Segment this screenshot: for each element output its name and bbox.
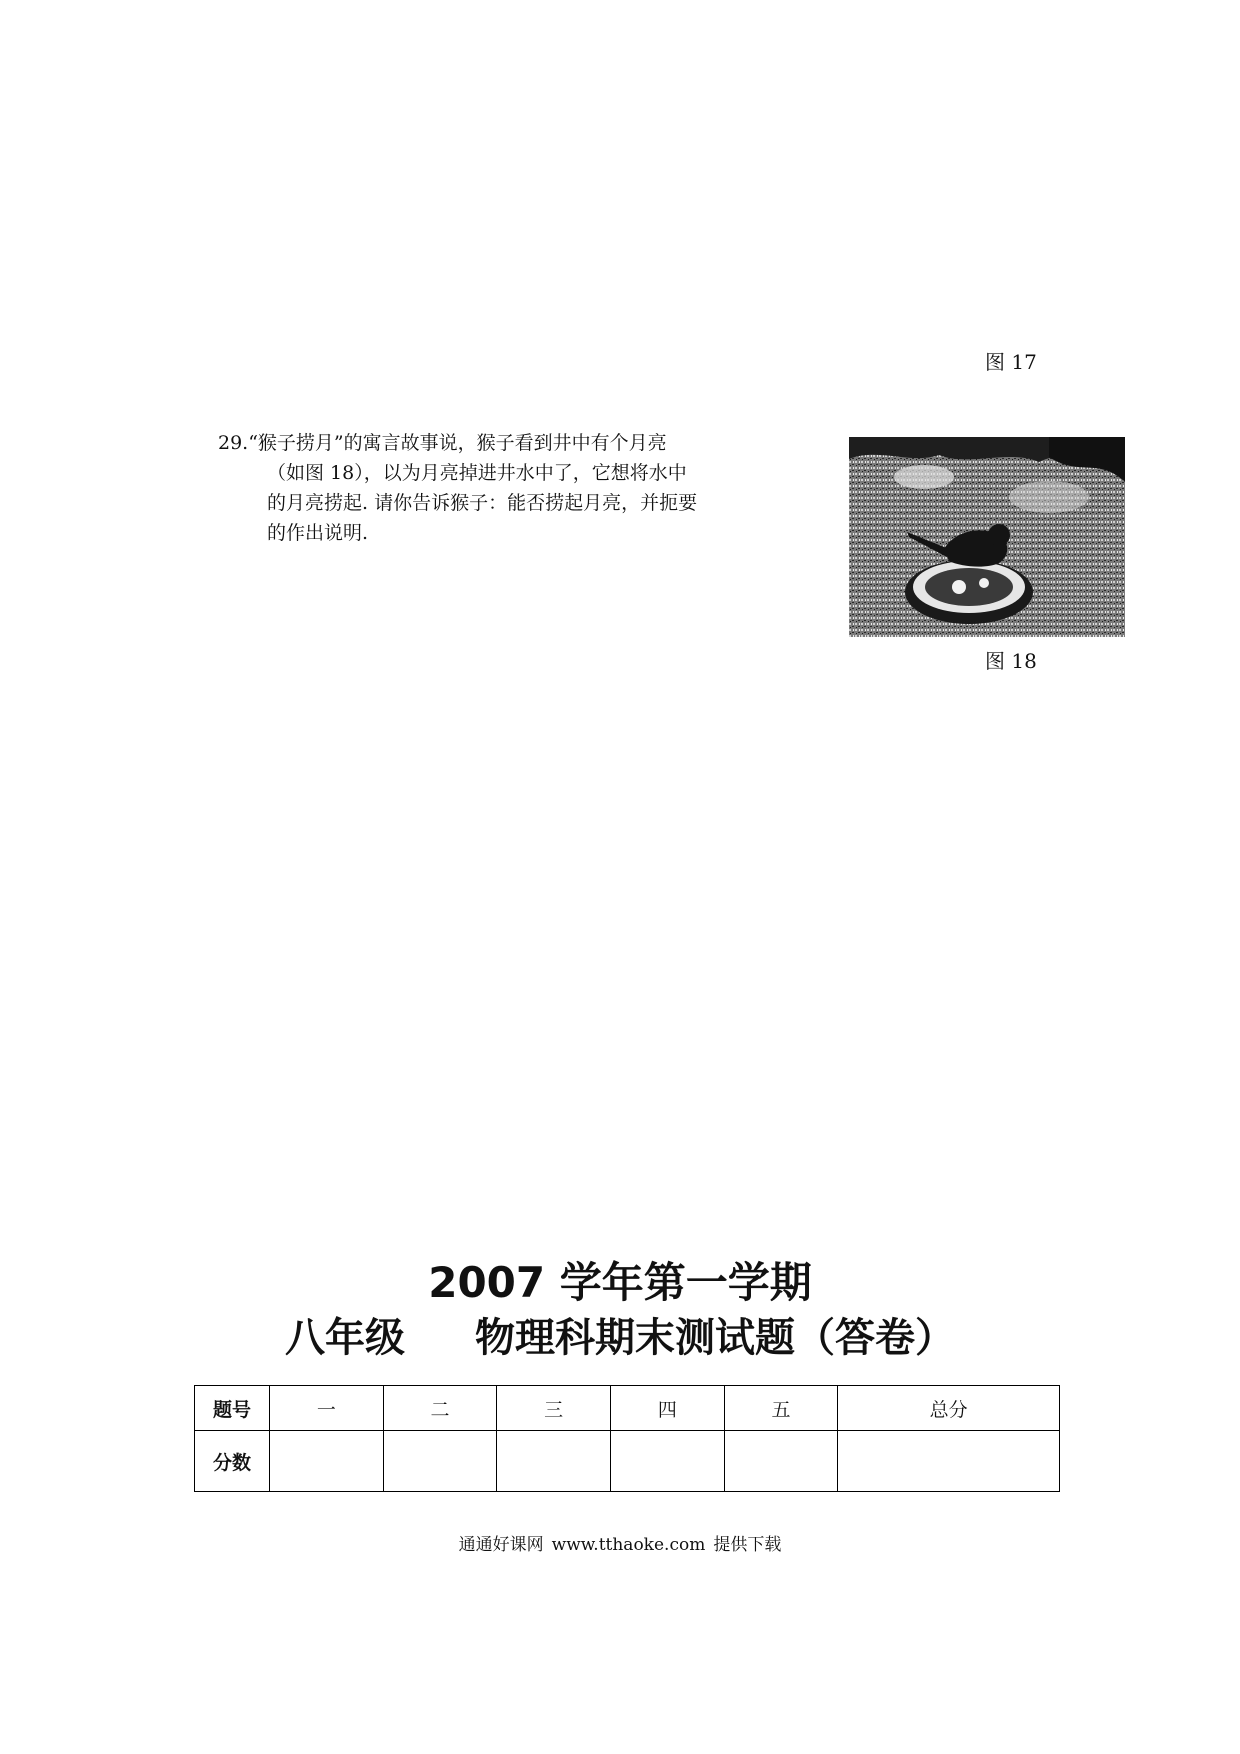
exam-subtitle — [0, 1306, 1240, 1363]
exam-subject-title: 物理科期末测试题（答卷） — [475, 1315, 955, 1361]
figure-18-caption: 图 18 — [985, 649, 1037, 673]
figure-17-caption: 图 17 — [985, 350, 1037, 374]
figure-18-monkey-photo — [849, 437, 1125, 637]
score-cell-total — [838, 1431, 1060, 1492]
score-cell-1 — [270, 1431, 384, 1492]
column-header-3: 三 — [497, 1386, 611, 1431]
column-header-total: 总分 — [838, 1386, 1060, 1431]
column-header-5: 五 — [724, 1386, 838, 1431]
question-29-line-2: （如图 18），以为月亮掉进井水中了，它想将水中 — [267, 462, 687, 484]
question-29-line-4: 的作出说明. — [267, 522, 369, 544]
column-header-4: 四 — [611, 1386, 725, 1431]
question-29 — [218, 428, 778, 548]
score-table-score-row — [195, 1431, 1060, 1492]
footer-website-link[interactable]: www.tthaoke.com — [551, 1535, 706, 1555]
column-header-2: 二 — [383, 1386, 497, 1431]
question-29-line-3: 的月亮捞起. 请你告诉猴子：能否捞起月亮，并扼要 — [267, 492, 698, 514]
column-header-1: 一 — [270, 1386, 384, 1431]
exam-grade: 八年级 — [285, 1315, 405, 1361]
score-table-header-row — [195, 1386, 1060, 1431]
score-table — [194, 1385, 1060, 1492]
score-cell-4 — [611, 1431, 725, 1492]
score-row-label-cell: 分数 — [195, 1431, 270, 1492]
footer-provider: 通通好课网 — [458, 1535, 544, 1555]
score-cell-2 — [383, 1431, 497, 1492]
question-29-line-1: 29.“猴子捞月”的寓言故事说，猴子看到井中有个月亮 — [218, 432, 667, 454]
score-cell-3 — [497, 1431, 611, 1492]
footer-download-note: 提供下载 — [713, 1535, 782, 1555]
header-label-cell: 题号 — [195, 1386, 270, 1431]
monkey-well-illustration — [849, 437, 1125, 637]
score-cell-5 — [724, 1431, 838, 1492]
exam-title: 2007 学年第一学期 — [428, 1258, 812, 1307]
footer — [0, 1530, 1240, 1555]
